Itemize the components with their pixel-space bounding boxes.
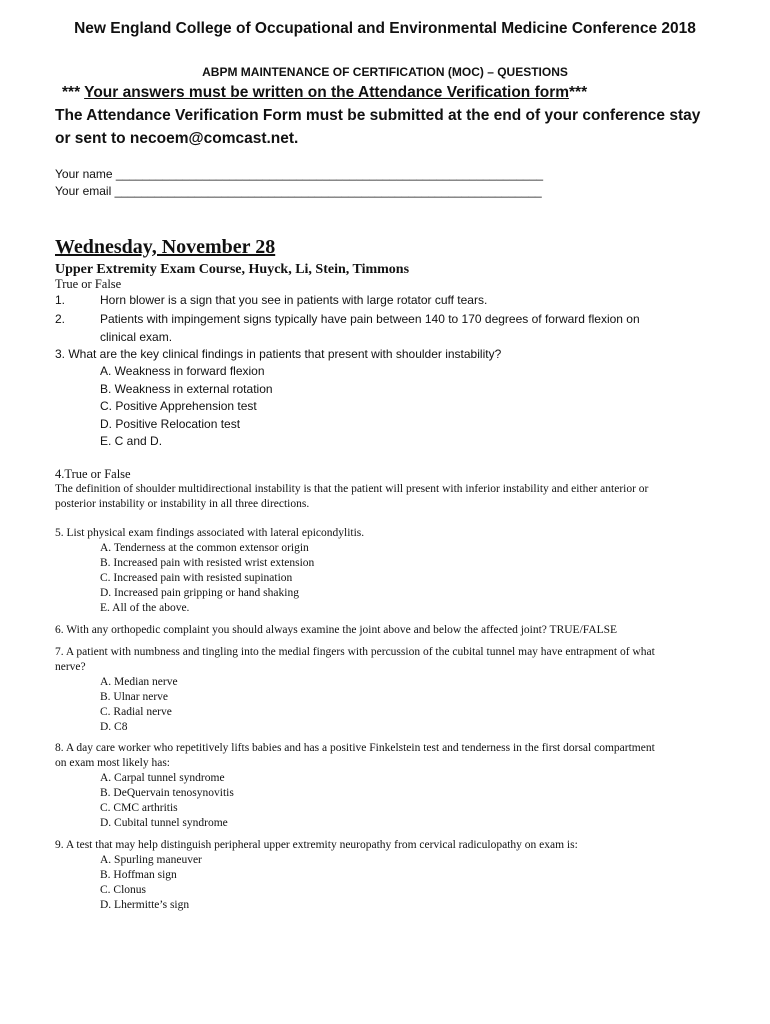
- submit-instruction-line1: The Attendance Verification Form must be submitted at the end of your conference stay: [55, 107, 701, 124]
- q8-text-a: 8. A day care worker who repetitively lifts babies and has a positive Finkelstein test and tenderness in the first dorsal compartment: [55, 742, 655, 754]
- true-false-label: True or False: [55, 277, 122, 291]
- notice-prefix: ***: [62, 84, 85, 101]
- q9-option-d: D. Lhermitte’s sign: [100, 899, 190, 911]
- q3-option-b: B. Weakness in external rotation: [100, 382, 273, 396]
- q9-text: 9. A test that may help distinguish peripheral upper extremity neuropathy from cervical radiculopathy on exam is:: [55, 839, 578, 851]
- q7-option-a: A. Median nerve: [100, 676, 178, 688]
- q5-option-a: A. Tenderness at the common extensor origin: [100, 542, 309, 554]
- q8-option-b: B. DeQuervain tenosynovitis: [100, 787, 234, 799]
- notice-suffix: ***: [569, 84, 588, 101]
- q7-text-b: nerve?: [55, 661, 86, 673]
- q3-option-c: C. Positive Apprehension test: [100, 399, 257, 413]
- q8-option-a: A. Carpal tunnel syndrome: [100, 772, 225, 784]
- q3-option-e: E. C and D.: [100, 434, 163, 448]
- q7-option-d: D. C8: [100, 721, 128, 733]
- q5-option-d: D. Increased pain gripping or hand shaking: [100, 587, 299, 599]
- q8-option-c: C. CMC arthritis: [100, 802, 178, 814]
- email-field: Your email ________________________________________________________________: [55, 184, 542, 198]
- q8-text-b: on exam most likely has:: [55, 757, 170, 769]
- notice-line: [62, 84, 587, 102]
- submit-instruction-line2: or sent to necoem@comcast.net.: [55, 130, 299, 147]
- conference-title: New England College of Occupational and Environmental Medicine Conference 2018: [74, 20, 696, 37]
- q9-option-c: C. Clonus: [100, 884, 147, 896]
- name-field: Your name ________________________________________________________________: [55, 167, 544, 181]
- q5-option-e: E. All of the above.: [100, 602, 190, 614]
- q9-option-a: A. Spurling maneuver: [100, 854, 202, 866]
- session-day: Wednesday, November 28: [55, 236, 276, 258]
- q7-text-a: 7. A patient with numbness and tingling into the medial fingers with percussion of the cubital tunnel may have entrapment of what: [55, 646, 655, 658]
- q4-text-b: posterior instability or instability in all three directions.: [55, 498, 310, 510]
- q5-text: 5. List physical exam findings associated with lateral epicondylitis.: [55, 527, 365, 539]
- q5-option-b: B. Increased pain with resisted wrist extension: [100, 557, 315, 569]
- q5-option-c: C. Increased pain with resisted supination: [100, 572, 293, 584]
- q2-text-b: clinical exam.: [100, 330, 173, 344]
- q4-text-a: The definition of shoulder multidirectional instability is that the patient will present with inferior instability and either anterior or: [55, 483, 649, 495]
- q9-option-b: B. Hoffman sign: [100, 869, 177, 881]
- q1-text: Horn blower is a sign that you see in patients with large rotator cuff tears.: [100, 293, 488, 307]
- q6-text: 6. With any orthopedic complaint you should always examine the joint above and below the affected joint? TRUE/FALSE: [55, 624, 618, 636]
- q4-heading: 4.True or False: [55, 467, 131, 481]
- q3-option-d: D. Positive Relocation test: [100, 417, 241, 431]
- q2-number: 2.: [55, 312, 66, 326]
- q3-text: 3. What are the key clinical findings in patients that present with shoulder instability?: [55, 347, 502, 361]
- q2-text-a: Patients with impingement signs typically have pain between 140 to 170 degrees of forward flexion on: [100, 312, 640, 326]
- q1-number: 1.: [55, 293, 66, 307]
- q7-option-b: B. Ulnar nerve: [100, 691, 169, 703]
- document-subtitle: ABPM MAINTENANCE OF CERTIFICATION (MOC) – QUESTIONS: [202, 65, 568, 79]
- notice-underlined: Your answers must be written on the Attendance Verification form: [84, 84, 570, 101]
- q8-option-d: D. Cubital tunnel syndrome: [100, 817, 228, 829]
- q7-option-c: C. Radial nerve: [100, 706, 172, 718]
- q3-option-a: A. Weakness in forward flexion: [100, 364, 265, 378]
- course-title: Upper Extremity Exam Course, Huyck, Li, Stein, Timmons: [55, 262, 410, 277]
